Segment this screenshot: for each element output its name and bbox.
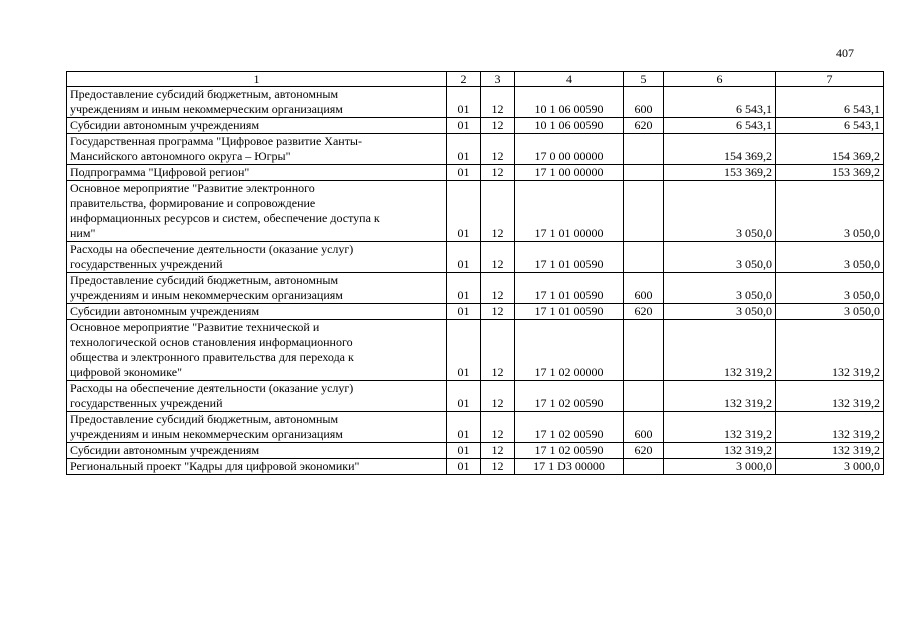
subsection-code-cell: 12 — [481, 181, 515, 242]
amount-col6-cell: 3 000,0 — [664, 459, 776, 475]
table-row — [67, 134, 884, 165]
amount-col6-cell: 6 543,1 — [664, 87, 776, 118]
section-code-cell: 01 — [447, 412, 481, 443]
amount-col6-cell: 154 369,2 — [664, 134, 776, 165]
subsection-code-cell: 12 — [481, 320, 515, 381]
amount-col7-cell: 6 543,1 — [776, 87, 884, 118]
section-code-cell: 01 — [447, 320, 481, 381]
amount-col6-cell: 6 543,1 — [664, 118, 776, 134]
expense-type-cell: 620 — [624, 443, 664, 459]
section-code-cell: 01 — [447, 87, 481, 118]
amount-col6-cell: 132 319,2 — [664, 381, 776, 412]
section-code-cell: 01 — [447, 134, 481, 165]
row-name-cell: Субсидии автономным учреждениям — [67, 118, 447, 134]
section-code-cell: 01 — [447, 381, 481, 412]
subsection-code-cell: 12 — [481, 381, 515, 412]
row-name-cell: Основное мероприятие "Развитие технической и технологической основ становления информационного общества и электронного правительства для перехода к цифровой экономике" — [67, 320, 447, 381]
target-article-cell: 17 1 D3 00000 — [515, 459, 624, 475]
amount-col7-cell: 3 000,0 — [776, 459, 884, 475]
amount-col7-cell: 3 050,0 — [776, 273, 884, 304]
section-code-cell: 01 — [447, 118, 481, 134]
amount-col6-cell: 3 050,0 — [664, 242, 776, 273]
section-code-cell: 01 — [447, 304, 481, 320]
amount-col7-cell: 154 369,2 — [776, 134, 884, 165]
header-col-5: 5 — [624, 72, 664, 87]
expense-type-cell: 620 — [624, 304, 664, 320]
amount-col7-cell: 132 319,2 — [776, 412, 884, 443]
amount-col7-cell: 132 319,2 — [776, 320, 884, 381]
table-row — [67, 242, 884, 273]
subsection-code-cell: 12 — [481, 273, 515, 304]
amount-col7-cell: 3 050,0 — [776, 242, 884, 273]
row-name-cell: Основное мероприятие "Развитие электронного правительства, формирование и сопровождение информационных ресурсов и систем, обеспечение доступа к ним" — [67, 181, 447, 242]
amount-col7-cell: 6 543,1 — [776, 118, 884, 134]
target-article-cell: 17 1 01 00000 — [515, 181, 624, 242]
budget-table — [66, 71, 884, 475]
subsection-code-cell: 12 — [481, 443, 515, 459]
table-row — [67, 443, 884, 459]
expense-type-cell — [624, 320, 664, 381]
target-article-cell: 17 1 00 00000 — [515, 165, 624, 181]
section-code-cell: 01 — [447, 459, 481, 475]
target-article-cell: 17 1 02 00000 — [515, 320, 624, 381]
amount-col7-cell: 3 050,0 — [776, 304, 884, 320]
header-col-3: 3 — [481, 72, 515, 87]
target-article-cell: 17 1 01 00590 — [515, 242, 624, 273]
table-row — [67, 412, 884, 443]
amount-col6-cell: 132 319,2 — [664, 443, 776, 459]
subsection-code-cell: 12 — [481, 242, 515, 273]
row-name-cell: Региональный проект "Кадры для цифровой экономики" — [67, 459, 447, 475]
row-name-cell: Расходы на обеспечение деятельности (оказание услуг) государственных учреждений — [67, 381, 447, 412]
table-body — [67, 87, 884, 475]
subsection-code-cell: 12 — [481, 412, 515, 443]
expense-type-cell — [624, 459, 664, 475]
expense-type-cell: 600 — [624, 273, 664, 304]
table-row — [67, 87, 884, 118]
subsection-code-cell: 12 — [481, 165, 515, 181]
amount-col6-cell: 153 369,2 — [664, 165, 776, 181]
amount-col6-cell: 3 050,0 — [664, 181, 776, 242]
target-article-cell: 10 1 06 00590 — [515, 118, 624, 134]
expense-type-cell — [624, 181, 664, 242]
table-row — [67, 273, 884, 304]
target-article-cell: 17 1 02 00590 — [515, 412, 624, 443]
row-name-cell: Предоставление субсидий бюджетным, автономным учреждениям и иным некоммерческим организациям — [67, 87, 447, 118]
row-name-cell: Государственная программа "Цифровое развитие Ханты- Мансийского автономного округа – Югры" — [67, 134, 447, 165]
expense-type-cell — [624, 134, 664, 165]
row-name-cell: Расходы на обеспечение деятельности (оказание услуг) государственных учреждений — [67, 242, 447, 273]
expense-type-cell: 620 — [624, 118, 664, 134]
target-article-cell: 17 0 00 00000 — [515, 134, 624, 165]
expense-type-cell — [624, 381, 664, 412]
amount-col7-cell: 153 369,2 — [776, 165, 884, 181]
table-row — [67, 320, 884, 381]
subsection-code-cell: 12 — [481, 134, 515, 165]
target-article-cell: 17 1 01 00590 — [515, 304, 624, 320]
amount-col6-cell: 132 319,2 — [664, 412, 776, 443]
section-code-cell: 01 — [447, 273, 481, 304]
amount-col7-cell: 132 319,2 — [776, 381, 884, 412]
subsection-code-cell: 12 — [481, 118, 515, 134]
target-article-cell: 17 1 02 00590 — [515, 443, 624, 459]
header-col-7: 7 — [776, 72, 884, 87]
target-article-cell: 17 1 02 00590 — [515, 381, 624, 412]
table-row — [67, 181, 884, 242]
row-name-cell: Субсидии автономным учреждениям — [67, 443, 447, 459]
table-row — [67, 459, 884, 475]
row-name-cell: Подпрограмма "Цифровой регион" — [67, 165, 447, 181]
section-code-cell: 01 — [447, 181, 481, 242]
expense-type-cell: 600 — [624, 412, 664, 443]
amount-col6-cell: 132 319,2 — [664, 320, 776, 381]
expense-type-cell — [624, 165, 664, 181]
header-col-1: 1 — [67, 72, 447, 87]
amount-col6-cell: 3 050,0 — [664, 304, 776, 320]
row-name-cell: Предоставление субсидий бюджетным, автономным учреждениям и иным некоммерческим организациям — [67, 412, 447, 443]
expense-type-cell — [624, 242, 664, 273]
subsection-code-cell: 12 — [481, 459, 515, 475]
header-col-4: 4 — [515, 72, 624, 87]
amount-col6-cell: 3 050,0 — [664, 273, 776, 304]
header-col-6: 6 — [664, 72, 776, 87]
section-code-cell: 01 — [447, 443, 481, 459]
table-row — [67, 304, 884, 320]
table-row — [67, 118, 884, 134]
target-article-cell: 17 1 01 00590 — [515, 273, 624, 304]
subsection-code-cell: 12 — [481, 304, 515, 320]
section-code-cell: 01 — [447, 165, 481, 181]
row-name-cell: Предоставление субсидий бюджетным, автономным учреждениям и иным некоммерческим организациям — [67, 273, 447, 304]
header-col-2: 2 — [447, 72, 481, 87]
amount-col7-cell: 132 319,2 — [776, 443, 884, 459]
header-row — [67, 72, 884, 87]
table-row — [67, 165, 884, 181]
row-name-cell: Субсидии автономным учреждениям — [67, 304, 447, 320]
table-row — [67, 381, 884, 412]
amount-col7-cell: 3 050,0 — [776, 181, 884, 242]
section-code-cell: 01 — [447, 242, 481, 273]
page-number: 407 — [836, 46, 854, 60]
expense-type-cell: 600 — [624, 87, 664, 118]
subsection-code-cell: 12 — [481, 87, 515, 118]
target-article-cell: 10 1 06 00590 — [515, 87, 624, 118]
